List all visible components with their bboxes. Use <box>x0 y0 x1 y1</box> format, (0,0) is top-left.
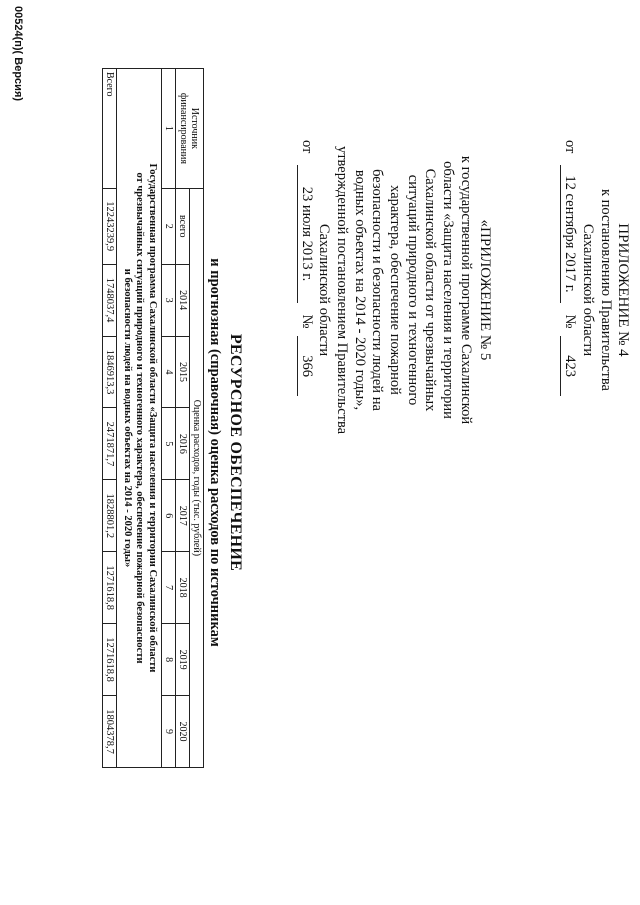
document-heading: РЕСУРСНОЕ ОБЕСПЕЧЕНИЕ <box>227 333 244 572</box>
appendix-5-body-line: Сахалинской области от чрезвычайных <box>422 168 439 412</box>
column-number: 2 <box>162 188 176 264</box>
document-footer: 00524(п)( Версия) <box>12 6 24 102</box>
column-number: 3 <box>162 264 176 336</box>
table-row <box>103 69 117 768</box>
program-title-line: от чрезвычайных ситуаций природного и техногенного характера, обеспечение пожарной безопасности <box>134 172 146 664</box>
total-value: 2471871,7 <box>103 408 117 480</box>
resource-table-wrapper <box>102 68 204 768</box>
appendix-5-body <box>315 140 474 440</box>
appendix-4-title: ПРИЛОЖЕНИЕ № 4 <box>615 223 631 357</box>
header-source: Источник финансирования <box>176 69 204 189</box>
appendix-5-body-line: ситуаций природного и техногенного <box>404 174 421 406</box>
total-value: 1271618,8 <box>103 624 117 696</box>
total-value: 1804378,7 <box>103 696 117 768</box>
header-year: 2014 <box>176 264 190 336</box>
appendix-5-date-line <box>297 140 315 440</box>
appendix-5-body-line: к государственной программе Сахалинской <box>457 155 474 425</box>
column-number: 4 <box>162 336 176 408</box>
total-value: 12243239,9 <box>103 188 117 264</box>
appendix-4-line-1: к постановлению Правительства <box>597 189 614 391</box>
header-year: 2015 <box>176 336 190 408</box>
appendix-5-block <box>297 140 494 440</box>
appendix-5-title: «ПРИЛОЖЕНИЕ № 5 <box>477 219 493 361</box>
column-number: 6 <box>162 480 176 552</box>
table-header-row <box>190 69 204 768</box>
total-value: 1846913,3 <box>103 336 117 408</box>
appendix-5-body-line: утвержденной постановлением Правительства <box>333 145 350 435</box>
appendix-5-date: 23 июля 2013 г. <box>297 165 314 303</box>
program-title-line: и безопасности людей на водных объектах на 2014 - 2020 годы» <box>121 268 133 568</box>
column-number: 9 <box>162 696 176 768</box>
appendix-4-block <box>560 140 632 440</box>
total-value: 1271618,8 <box>103 552 117 624</box>
appendix-5-body-line: области «Защита населения и территории <box>440 161 457 419</box>
appendix-4-from-label: от <box>562 140 579 154</box>
appendix-5-number: 366 <box>297 336 314 396</box>
program-title <box>117 69 162 768</box>
appendix-4-number: 423 <box>560 336 577 396</box>
program-title-line: Государственная программа Сахалинской области «Защита населения и территории Сахалинской области <box>147 163 158 673</box>
table-program-row <box>117 69 162 768</box>
header-year: всего <box>176 188 190 264</box>
appendix-4-date-line <box>560 140 578 440</box>
column-number: 8 <box>162 624 176 696</box>
appendix-5-number-label: № <box>298 314 315 329</box>
total-label: Всего <box>103 69 117 189</box>
appendix-5-from-label: от <box>298 140 315 154</box>
appendix-5-body-line: Сахалинской области <box>316 223 333 357</box>
appendix-4-number-label: № <box>562 314 579 329</box>
appendix-5-body-line: безопасности и безопасности людей на <box>369 169 386 411</box>
header-year: 2016 <box>176 408 190 480</box>
header-year: 2017 <box>176 480 190 552</box>
column-number: 5 <box>162 408 176 480</box>
total-value: 1748037,4 <box>103 264 117 336</box>
appendix-4-date: 12 сентября 2017 г. <box>560 165 577 303</box>
appendix-5-body-line: водных объектах на 2014 - 2020 годы», <box>351 169 368 411</box>
column-number: 1 <box>162 69 176 189</box>
total-value: 1828801,2 <box>103 480 117 552</box>
appendix-5-body-line: характера, обеспечение пожарной <box>386 185 403 395</box>
appendix-4-line-2: Сахалинской области <box>580 223 597 357</box>
header-year: 2020 <box>176 696 190 768</box>
header-estimate: Оценка расходов, годы (тыс. рублей) <box>190 188 204 767</box>
resource-table <box>102 68 204 768</box>
document-subheading: и прогнозная (справочная) оценка расходов по источникам <box>207 258 223 647</box>
table-column-number-row <box>162 69 176 768</box>
header-year: 2019 <box>176 624 190 696</box>
column-number: 7 <box>162 552 176 624</box>
header-year: 2018 <box>176 552 190 624</box>
